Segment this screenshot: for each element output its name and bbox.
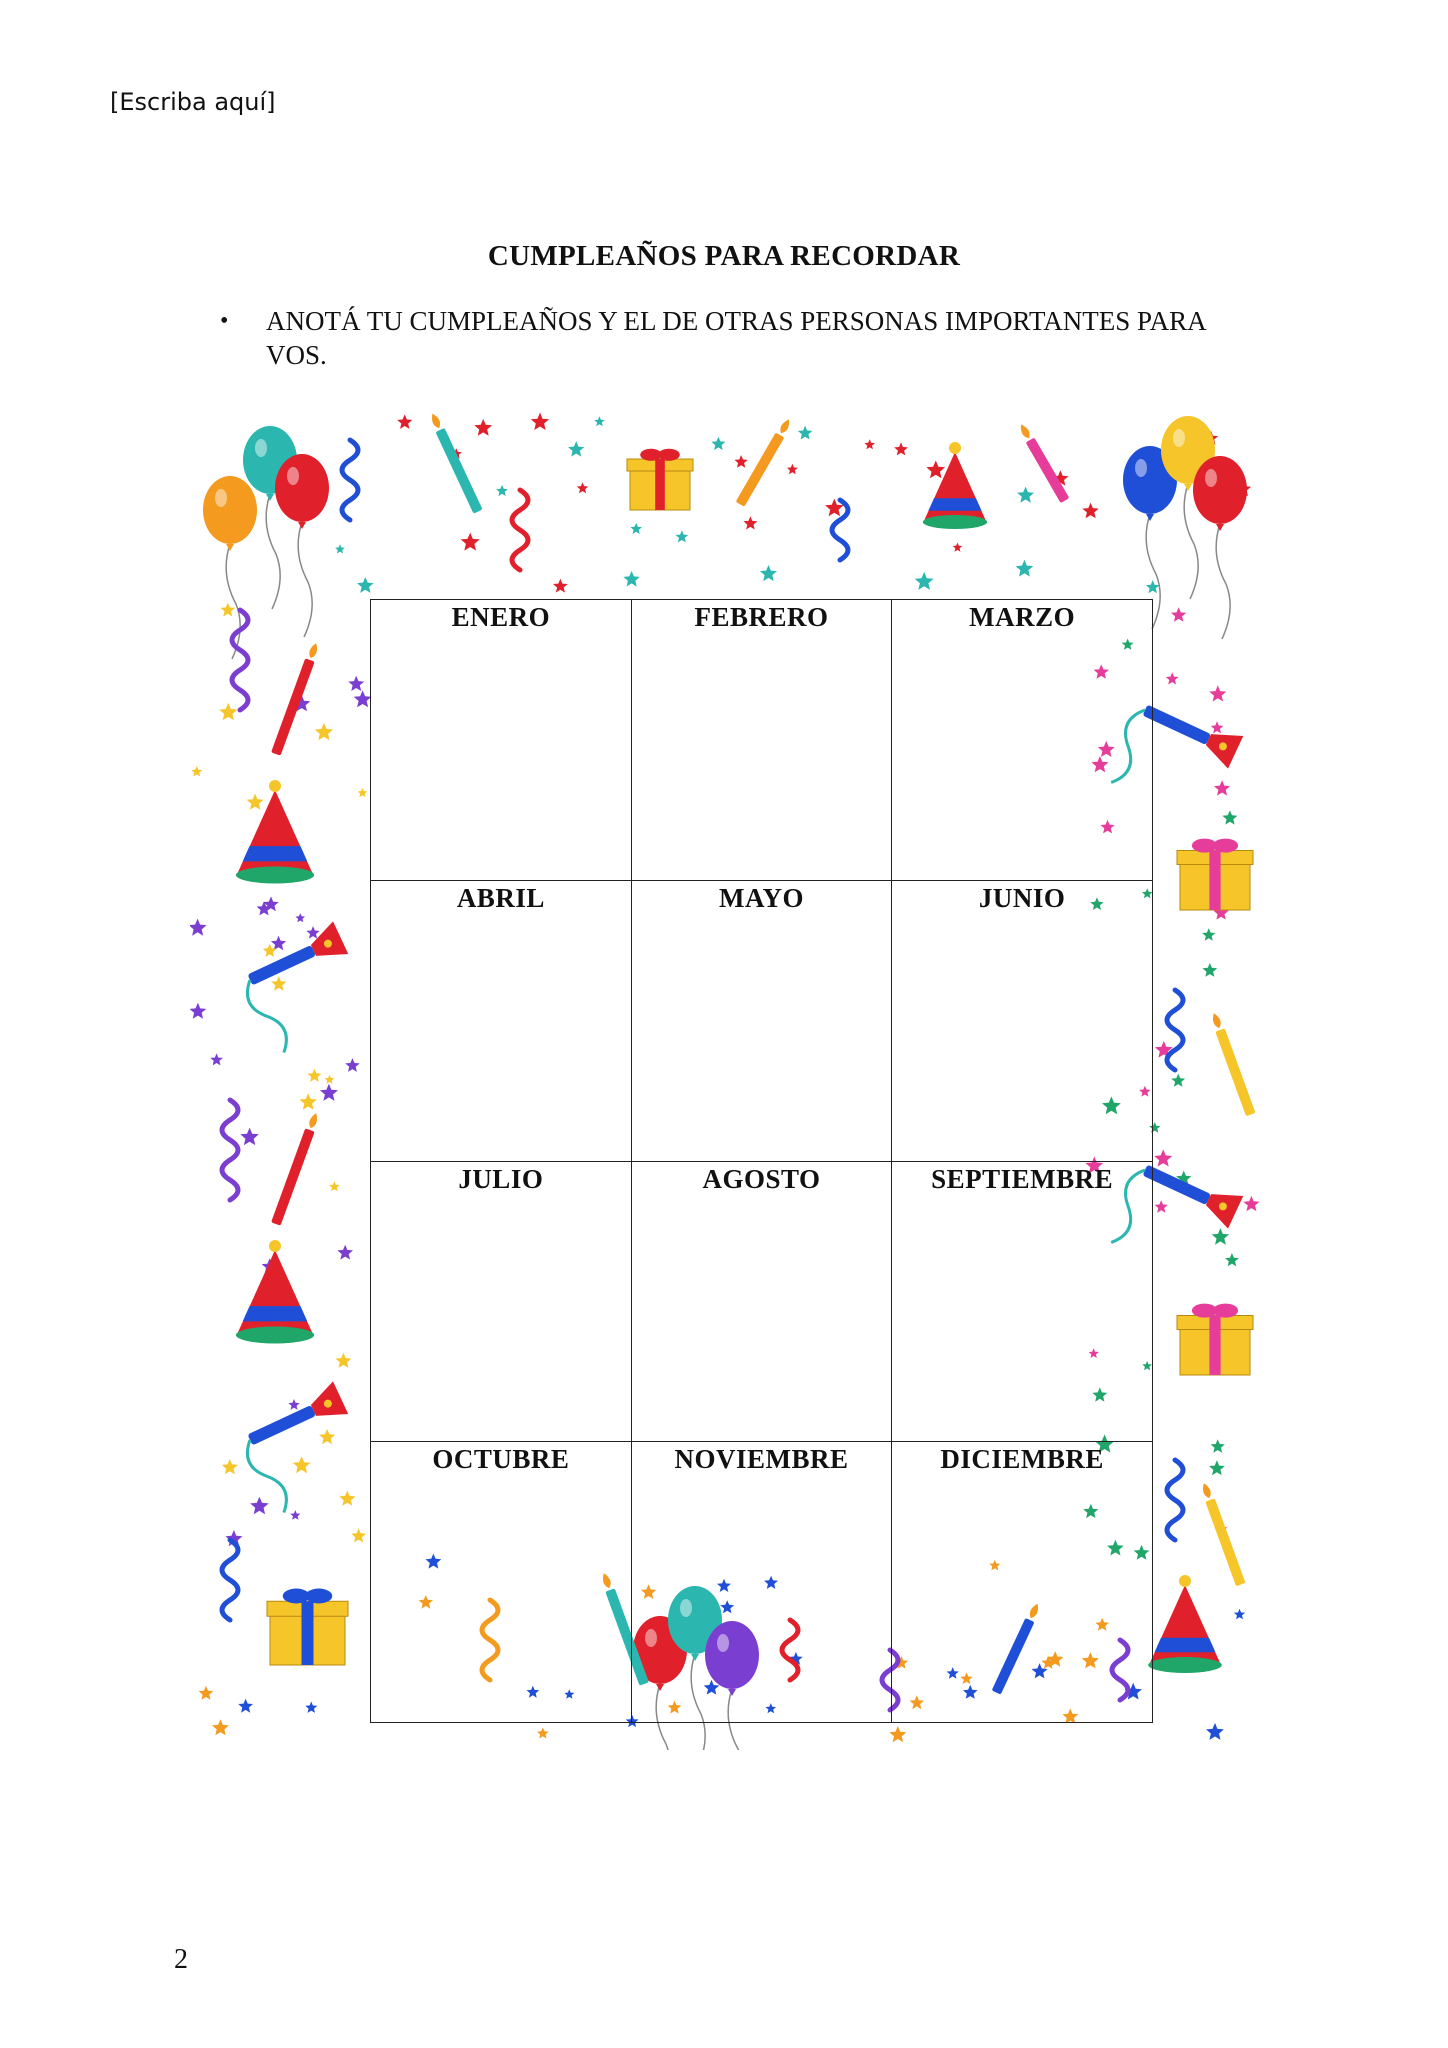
party-hat-icon <box>923 442 987 529</box>
star-icon <box>319 1429 335 1444</box>
star-icon <box>329 1181 340 1191</box>
birthday-calendar-grid <box>370 599 1153 1723</box>
month-label: MAYO <box>718 882 804 913</box>
star-icon <box>288 1399 299 1410</box>
page-number: 2 <box>174 1944 188 1975</box>
month-cell-octubre[interactable] <box>371 1442 632 1723</box>
star-icon <box>295 913 305 922</box>
star-icon <box>1146 580 1160 593</box>
instruction-text: ANOTÁ TU CUMPLEAÑOS Y EL DE OTRAS PERSONAS IMPORTANTES PARA VOS. <box>266 306 1206 370</box>
star-icon <box>676 530 689 542</box>
star-icon <box>247 794 264 810</box>
star-icon <box>734 455 747 468</box>
star-icon <box>357 577 374 593</box>
star-icon <box>1222 810 1237 824</box>
star-icon <box>307 1069 321 1082</box>
month-cell-mayo[interactable] <box>631 880 892 1161</box>
star-icon <box>271 976 286 991</box>
star-icon <box>320 1084 338 1101</box>
star-icon <box>953 543 963 552</box>
star-icon <box>190 919 207 936</box>
star-icon <box>1211 721 1224 733</box>
star-icon <box>760 565 777 581</box>
instruction-item <box>220 304 1220 372</box>
calendar-row <box>371 600 1153 881</box>
month-label: NOVIEMBRE <box>674 1444 849 1475</box>
star-icon <box>191 766 202 777</box>
star-icon <box>926 461 945 479</box>
star-icon <box>238 1699 253 1713</box>
streamer-icon <box>222 1100 238 1200</box>
party-horn-icon <box>233 921 374 1056</box>
calendar-row <box>371 880 1153 1161</box>
star-icon <box>199 1686 214 1700</box>
month-cell-abril[interactable] <box>371 880 632 1161</box>
month-label: SEPTIEMBRE <box>931 1163 1114 1194</box>
bullet-icon: • <box>220 308 229 334</box>
party-hat-icon <box>236 1240 314 1344</box>
star-icon <box>263 944 277 957</box>
month-cell-noviembre[interactable] <box>631 1442 892 1723</box>
star-icon <box>1082 503 1099 519</box>
candle-icon <box>428 412 483 514</box>
star-icon <box>630 523 642 534</box>
star-icon <box>889 1726 906 1742</box>
star-icon <box>335 544 345 553</box>
calendar-row <box>371 1442 1153 1723</box>
star-icon <box>351 1528 366 1542</box>
star-icon <box>240 1128 258 1146</box>
month-label: JULIO <box>458 1163 544 1194</box>
star-icon <box>1171 607 1186 622</box>
month-label: OCTUBRE <box>432 1444 570 1475</box>
star-icon <box>894 442 908 455</box>
star-icon <box>711 437 725 450</box>
month-label: DICIEMBRE <box>940 1444 1104 1475</box>
star-icon <box>219 703 237 720</box>
star-icon <box>306 926 319 939</box>
streamer-icon <box>512 490 528 570</box>
month-label: FEBRERO <box>694 602 829 632</box>
gift-icon <box>267 1589 348 1666</box>
star-icon <box>915 572 934 590</box>
star-icon <box>1154 1149 1172 1166</box>
month-cell-marzo[interactable] <box>892 600 1153 881</box>
star-icon <box>212 1719 229 1735</box>
month-cell-agosto[interactable] <box>631 1161 892 1442</box>
star-icon <box>1206 1723 1224 1740</box>
star-icon <box>222 1459 238 1474</box>
star-icon <box>623 571 639 587</box>
star-icon <box>336 1353 352 1368</box>
star-icon <box>1203 963 1218 977</box>
month-cell-septiembre[interactable] <box>892 1161 1153 1442</box>
star-icon <box>864 439 875 449</box>
star-icon <box>358 788 368 797</box>
star-icon <box>743 516 757 529</box>
star-icon <box>250 1497 269 1515</box>
star-icon <box>1212 1228 1229 1245</box>
star-icon <box>221 603 236 617</box>
month-label: AGOSTO <box>702 1163 821 1194</box>
star-icon <box>461 533 480 551</box>
star-icon <box>474 419 492 436</box>
calendar-row <box>371 1161 1153 1442</box>
party-hat-icon <box>236 780 314 884</box>
star-icon <box>1155 1200 1168 1213</box>
candle-icon <box>1199 1481 1245 1586</box>
star-icon <box>553 579 568 593</box>
star-icon <box>271 936 286 951</box>
star-icon <box>496 485 508 496</box>
candle-icon <box>271 1111 321 1225</box>
month-cell-diciembre[interactable] <box>892 1442 1153 1723</box>
star-icon <box>1017 487 1034 503</box>
star-icon <box>1214 780 1230 795</box>
streamer-icon <box>222 1540 238 1620</box>
star-icon <box>1243 1196 1259 1211</box>
star-icon <box>348 676 364 691</box>
star-icon <box>300 1093 317 1110</box>
star-icon <box>537 1727 549 1738</box>
star-icon <box>798 426 813 440</box>
star-icon <box>339 1491 355 1506</box>
star-icon <box>290 1510 300 1520</box>
month-label: ENERO <box>451 602 551 632</box>
balloon-icon <box>275 454 329 637</box>
candle-icon <box>1209 1011 1255 1116</box>
streamer-icon <box>342 440 358 520</box>
gift-icon <box>627 449 693 510</box>
star-icon <box>397 414 412 429</box>
star-icon <box>531 413 549 431</box>
month-cell-junio[interactable] <box>892 880 1153 1161</box>
star-icon <box>1202 928 1215 941</box>
star-icon <box>210 1053 223 1065</box>
star-icon <box>1209 1460 1225 1475</box>
page-title: CUMPLEAÑOS PARA RECORDAR <box>487 240 961 272</box>
header-placeholder[interactable]: [Escriba aquí] <box>110 88 276 116</box>
star-icon <box>325 1075 335 1084</box>
star-icon <box>345 1058 360 1072</box>
gift-icon <box>1177 839 1253 910</box>
balloon-icon <box>1193 456 1247 639</box>
month-cell-enero[interactable] <box>371 600 632 881</box>
star-icon <box>594 416 605 426</box>
star-icon <box>1225 1253 1239 1266</box>
star-icon <box>1166 672 1179 684</box>
star-icon <box>315 723 333 740</box>
party-hat-icon <box>1148 1575 1222 1673</box>
month-label: JUNIO <box>978 882 1066 913</box>
star-icon <box>1234 1609 1245 1620</box>
month-cell-febrero[interactable] <box>631 600 892 881</box>
star-icon <box>293 1456 311 1473</box>
balloon-icon <box>203 476 257 659</box>
month-cell-julio[interactable] <box>371 1161 632 1442</box>
star-icon <box>1016 560 1034 577</box>
star-icon <box>190 1003 206 1019</box>
streamer-icon <box>1167 1460 1183 1540</box>
star-icon <box>787 464 798 475</box>
star-icon <box>568 441 584 456</box>
gift-icon <box>1177 1304 1253 1375</box>
star-icon <box>1171 1074 1185 1087</box>
star-icon <box>354 690 372 707</box>
star-icon <box>577 482 589 493</box>
candle-icon <box>271 641 321 755</box>
month-label: MARZO <box>969 602 1076 632</box>
month-label: ABRIL <box>456 882 545 913</box>
streamer-icon <box>1167 990 1183 1070</box>
star-icon <box>1211 1439 1225 1453</box>
star-icon <box>305 1702 317 1713</box>
star-icon <box>337 1245 353 1260</box>
star-icon <box>1209 685 1226 701</box>
